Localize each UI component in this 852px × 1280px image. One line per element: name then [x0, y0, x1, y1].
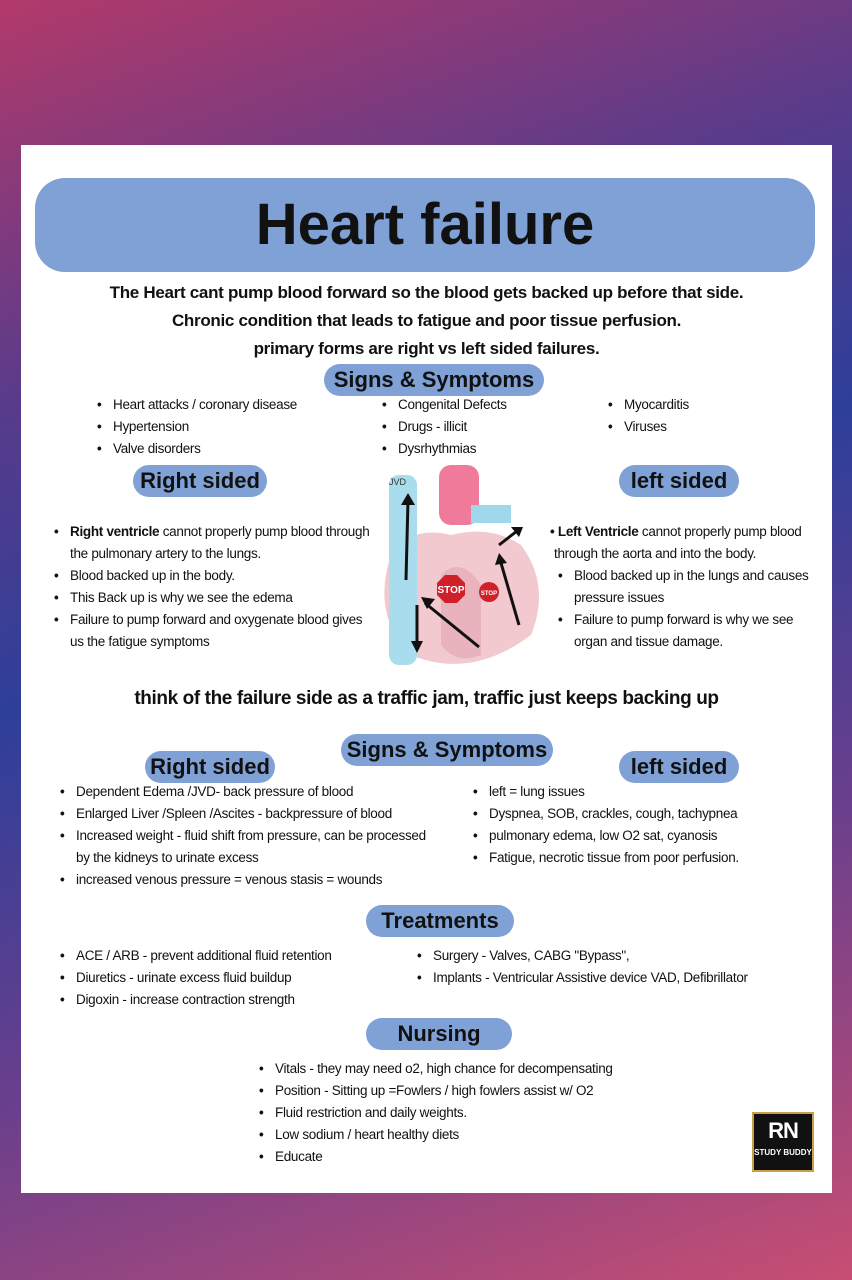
list-item: • left = lung issues	[469, 781, 819, 803]
logo-bottom: STUDY BUDDY	[754, 1148, 812, 1157]
causes-list-3	[604, 394, 689, 438]
logo-top: RN	[768, 1118, 798, 1143]
symptoms-right-heading: Right sided	[145, 751, 275, 783]
list-item: • Fatigue, necrotic tissue from poor perfusion.	[469, 847, 819, 869]
causes-list-2	[378, 394, 507, 460]
right-sided-heading: Right sided	[133, 465, 267, 497]
list-item: • Fluid restriction and daily weights.	[255, 1102, 675, 1124]
causes-list-1	[93, 394, 297, 460]
list-item: • Failure to pump forward and oxygenate blood gives us the fatigue symptoms	[50, 609, 370, 653]
list-item: • Right ventricle cannot properly pump blood through the pulmonary artery to the lungs.	[50, 521, 370, 565]
list-item: • Dependent Edema /JVD- back pressure of blood	[56, 781, 436, 803]
left-symptoms-list	[469, 781, 819, 869]
left-lead-text: cannot properly pump blood through the aorta and into the body.	[554, 524, 802, 561]
list-item: • Blood backed up in the body.	[50, 565, 370, 587]
list-item: • Valve disorders	[93, 438, 297, 460]
list-item: • Myocarditis	[604, 394, 689, 416]
list-item: • Drugs - illicit	[378, 416, 507, 438]
list-item: • Failure to pump forward is why we see organ and tissue damage.	[554, 609, 826, 653]
list-item: • Dyspnea, SOB, crackles, cough, tachypnea	[469, 803, 819, 825]
symptoms-left-heading: left sided	[619, 751, 739, 783]
list-item: • increased venous pressure = venous stasis = wounds	[56, 869, 436, 891]
list-item: • ACE / ARB - prevent additional fluid retention	[56, 945, 416, 967]
list-item: • Digoxin - increase contraction strength	[56, 989, 416, 1011]
nursing-heading: Nursing	[366, 1018, 512, 1050]
list-item: • Position - Sitting up =Fowlers / high fowlers assist w/ O2	[255, 1080, 675, 1102]
intro-line: primary forms are right vs left sided failures.	[253, 339, 600, 358]
list-item: • Hypertension	[93, 416, 297, 438]
treatments-heading: Treatments	[366, 905, 514, 937]
treatments-list-2	[413, 945, 823, 989]
list-item: • Vitals - they may need o2, high chance for decompensating	[255, 1058, 675, 1080]
list-item: • Congenital Defects	[378, 394, 507, 416]
symptoms-heading: Signs & Symptoms	[341, 734, 553, 766]
intro-text	[21, 279, 832, 363]
left-lead-bold: Left Ventricle	[557, 524, 639, 539]
list-item: • Surgery - Valves, CABG "Bypass",	[413, 945, 823, 967]
left-sided-heading: left sided	[619, 465, 739, 497]
list-item: • Implants - Ventricular Assistive device VAD, Defibrillator	[413, 967, 823, 989]
list-item: • Increased weight - fluid shift from pressure, can be processed by the kidneys to urinate excess	[56, 825, 436, 869]
list-item: • Heart attacks / coronary disease	[93, 394, 297, 416]
list-item: • Viruses	[604, 416, 689, 438]
nursing-list	[255, 1058, 675, 1168]
right-sided-list	[50, 521, 370, 653]
jvd-label: JVD	[389, 477, 407, 487]
list-item: • pulmonary edema, low O2 sat, cyanosis	[469, 825, 819, 847]
rn-study-buddy-logo	[752, 1112, 814, 1172]
list-item: • Blood backed up in the lungs and causes pressure issues	[554, 565, 826, 609]
intro-line: The Heart cant pump blood forward so the blood gets backed up before that side.	[109, 283, 744, 302]
heart-illustration	[361, 465, 551, 675]
list-item: • This Back up is why we see the edema	[50, 587, 370, 609]
stop-label: STOP	[437, 585, 465, 596]
left-sided-text: • Left Ventricle cannot properly pump blood through the aorta and into the body. • Blood backed up in the lungs and causes pressure issues • Failure to pump forward is why we see organ and tissue damage.	[546, 521, 826, 653]
list-item: • Educate	[255, 1146, 675, 1168]
causes-heading: Signs & Symptoms	[324, 364, 544, 396]
right-symptoms-list	[56, 781, 436, 891]
infographic-card	[21, 145, 832, 1193]
title-banner: Heart failure	[35, 178, 815, 272]
treatments-list-1	[56, 945, 416, 1011]
list-item: • Diuretics - urinate excess fluid buildup	[56, 967, 416, 989]
list-item: • Enlarged Liver /Spleen /Ascites - backpressure of blood	[56, 803, 436, 825]
list-item: • Dysrhythmias	[378, 438, 507, 460]
traffic-analogy: think of the failure side as a traffic jam, traffic just keeps backing up	[134, 688, 719, 709]
list-item: • Low sodium / heart healthy diets	[255, 1124, 675, 1146]
intro-line: Chronic condition that leads to fatigue and poor tissue perfusion.	[171, 311, 682, 330]
stop-label: STOP	[480, 591, 498, 597]
